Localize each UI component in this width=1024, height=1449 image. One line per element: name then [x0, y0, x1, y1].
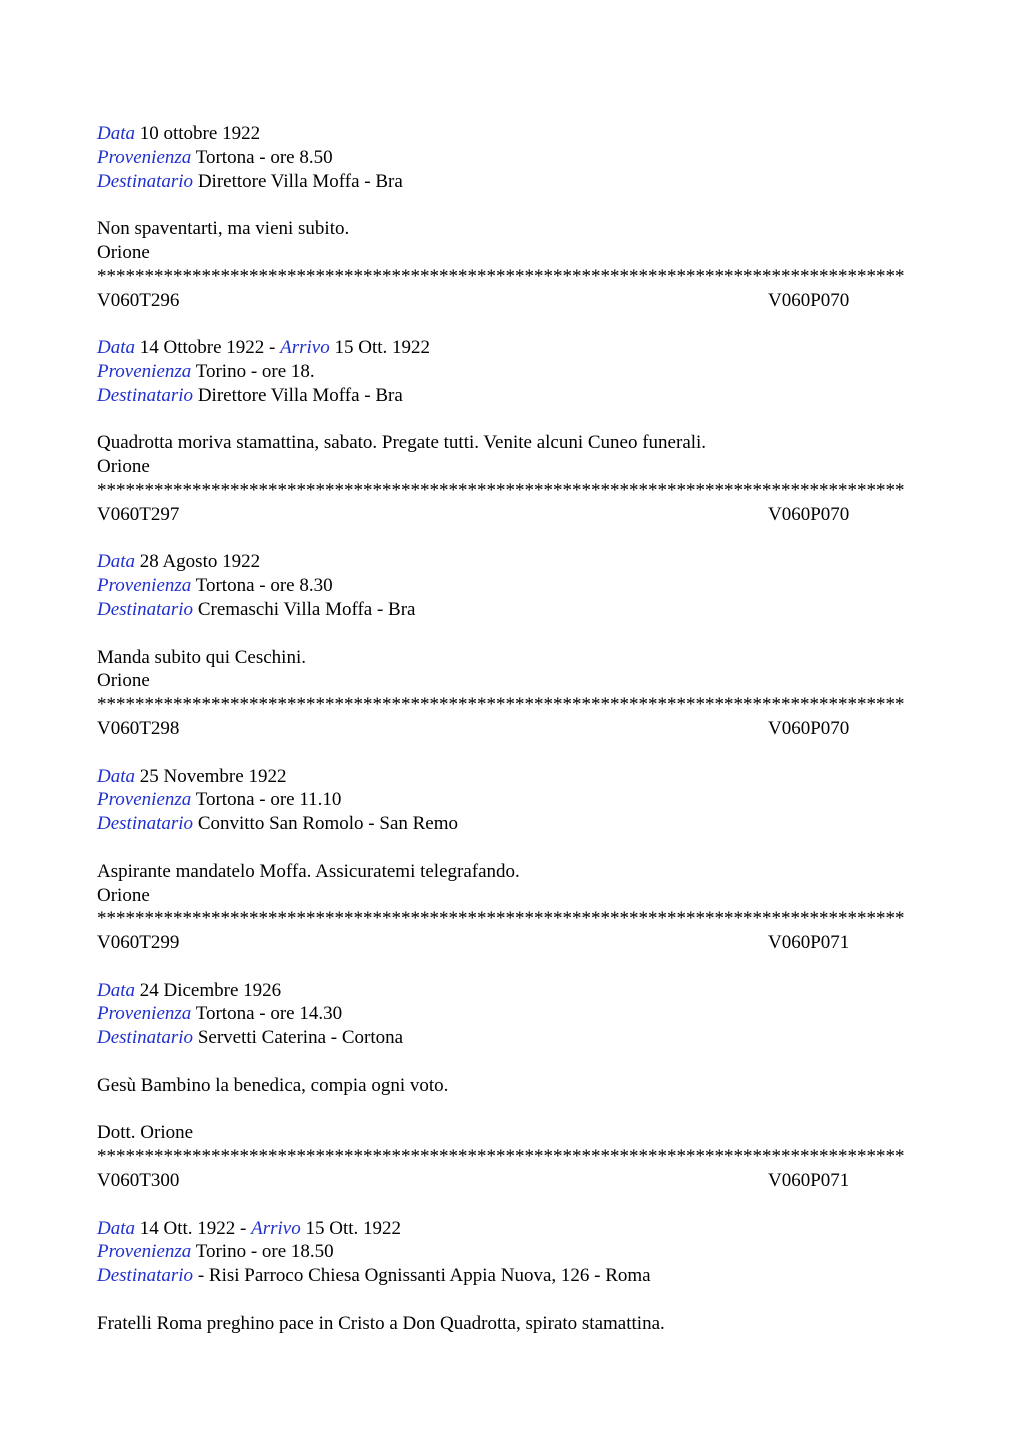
origin-label: Provenienza — [97, 1003, 192, 1025]
recipient-value: Direttore Villa Moffa - Bra — [197, 384, 403, 406]
recipient-label: Destinatario — [97, 813, 194, 835]
recipient-line — [97, 1026, 927, 1050]
origin-value: Tortona - ore 11.10 — [195, 789, 342, 811]
text-code: V060T300 — [97, 1170, 180, 1192]
telegram-entry — [97, 289, 927, 479]
separator: ************************************************************************************* — [97, 1146, 905, 1168]
telegram-entry — [97, 122, 927, 265]
origin-line — [97, 360, 927, 384]
signature: Orione — [97, 456, 150, 478]
origin-label: Provenienza — [97, 789, 192, 811]
message-body: Non spaventarti, ma vieni subito. — [97, 218, 350, 240]
recipient-line — [97, 170, 927, 194]
separator: ************************************************************************************* — [97, 694, 905, 716]
message-body: Quadrotta moriva stamattina, sabato. Pregate tutti. Venite alcuni Cuneo funerali. — [97, 432, 707, 454]
recipient-line — [97, 598, 927, 622]
recipient-value: Cremaschi Villa Moffa - Bra — [197, 598, 416, 620]
reference-codes — [97, 1169, 927, 1193]
page-code: V060P071 — [768, 932, 850, 954]
recipient-line — [97, 384, 927, 408]
recipient-line — [97, 1264, 927, 1288]
message-body: Gesù Bambino la benedica, compia ogni voto. — [97, 1074, 449, 1096]
recipient-value: - Risi Parroco Chiesa Ognissanti Appia Nuova, 126 - Roma — [197, 1265, 651, 1287]
recipient-line — [97, 812, 927, 836]
date-label: Data — [97, 551, 135, 573]
origin-value: Torino - ore 18. — [195, 360, 315, 382]
recipient-label: Destinatario — [97, 1027, 194, 1049]
telegram-entry — [97, 717, 927, 907]
telegram-entry — [97, 1169, 927, 1336]
arrival-label: Arrivo — [251, 1217, 301, 1239]
date-value: 28 Agosto 1922 — [139, 551, 261, 573]
origin-value: Tortona - ore 14.30 — [195, 1003, 343, 1025]
reference-codes — [97, 931, 927, 955]
date-value: 14 Ottobre 1922 - — [139, 337, 276, 359]
origin-value: Tortona - ore 8.30 — [195, 575, 333, 597]
document-page — [97, 122, 927, 1336]
signature: Orione — [97, 241, 150, 263]
date-value: 14 Ott. 1922 - — [139, 1217, 247, 1239]
date-value: 24 Dicembre 1926 — [139, 979, 282, 1001]
origin-line — [97, 146, 927, 170]
text-code: V060T297 — [97, 503, 180, 525]
signature: Orione — [97, 884, 150, 906]
reference-codes — [97, 503, 927, 527]
arrival-value: 15 Ott. 1922 — [305, 1217, 401, 1239]
separator: ************************************************************************************* — [97, 479, 905, 501]
origin-line — [97, 1240, 927, 1264]
recipient-label: Destinatario — [97, 598, 194, 620]
recipient-label: Destinatario — [97, 1265, 194, 1287]
date-label: Data — [97, 337, 135, 359]
message-body: Aspirante mandatelo Moffa. Assicuratemi telegrafando. — [97, 860, 520, 882]
date-line — [97, 1217, 927, 1241]
telegram-entry — [97, 931, 927, 1145]
arrival-label: Arrivo — [280, 337, 330, 359]
separator: ************************************************************************************* — [97, 908, 905, 930]
arrival-value: 15 Ott. 1922 — [334, 337, 431, 359]
date-line — [97, 765, 927, 789]
message-body: Fratelli Roma preghino pace in Cristo a Don Quadrotta, spirato stamattina. — [97, 1312, 665, 1334]
message-body: Manda subito qui Ceschini. — [97, 646, 306, 668]
signature: Orione — [97, 670, 150, 692]
date-label: Data — [97, 979, 135, 1001]
recipient-value: Direttore Villa Moffa - Bra — [197, 170, 403, 192]
reference-codes — [97, 289, 927, 313]
separator: ************************************************************************************* — [97, 265, 905, 287]
origin-value: Torino - ore 18.50 — [195, 1241, 334, 1263]
date-line — [97, 979, 927, 1003]
page-code: V060P070 — [768, 503, 850, 525]
date-line — [97, 122, 927, 146]
date-label: Data — [97, 765, 135, 787]
signature: Dott. Orione — [97, 1122, 194, 1144]
origin-label: Provenienza — [97, 146, 192, 168]
telegram-entry — [97, 503, 927, 693]
recipient-value: Servetti Caterina - Cortona — [197, 1027, 404, 1049]
recipient-label: Destinatario — [97, 170, 194, 192]
origin-line — [97, 788, 927, 812]
origin-label: Provenienza — [97, 1241, 192, 1263]
origin-line — [97, 1002, 927, 1026]
origin-line — [97, 574, 927, 598]
date-value: 25 Novembre 1922 — [139, 765, 287, 787]
reference-codes — [97, 717, 927, 741]
date-line — [97, 550, 927, 574]
origin-label: Provenienza — [97, 575, 192, 597]
origin-value: Tortona - ore 8.50 — [195, 146, 333, 168]
date-line — [97, 336, 927, 360]
date-label: Data — [97, 1217, 135, 1239]
text-code: V060T298 — [97, 717, 180, 739]
text-code: V060T296 — [97, 289, 180, 311]
page-code: V060P070 — [768, 289, 850, 311]
page-code: V060P070 — [768, 717, 850, 739]
recipient-label: Destinatario — [97, 384, 194, 406]
origin-label: Provenienza — [97, 360, 192, 382]
recipient-value: Convitto San Romolo - San Remo — [197, 813, 459, 835]
date-value: 10 ottobre 1922 — [139, 123, 261, 144]
page-code: V060P071 — [768, 1170, 850, 1192]
date-label: Data — [97, 123, 135, 144]
text-code: V060T299 — [97, 932, 180, 954]
